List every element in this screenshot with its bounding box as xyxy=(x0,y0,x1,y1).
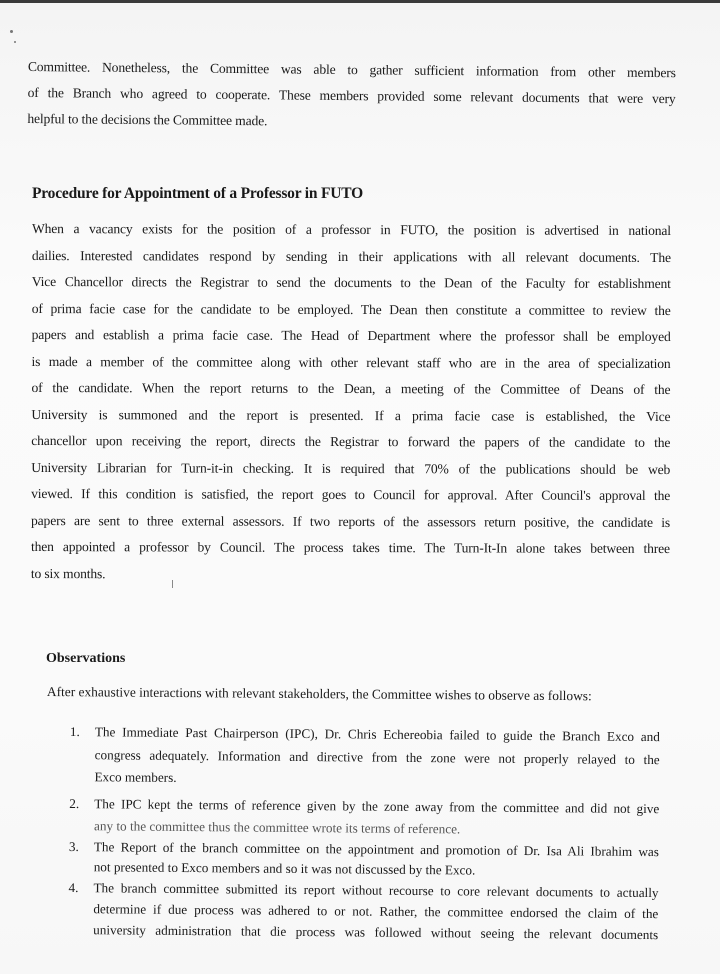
scan-speck xyxy=(10,30,13,33)
procedure-paragraph xyxy=(31,216,671,589)
observations-list xyxy=(68,721,660,945)
section-heading-procedure: Procedure for Appointment of a Professor in FUTO xyxy=(32,185,363,202)
text-line: to six months. xyxy=(30,565,106,581)
text-line: chancellor upon receiving the report, directs the Registrar to forward the papers of the candidate to the xyxy=(31,432,671,451)
observations-intro: After exhaustive interactions with relevant stakeholders, the Committee wishes to observe as follows: xyxy=(46,684,592,704)
text-line: The Immediate Past Chairperson (IPC), Dr. Chris Echereobia failed to guide the Branch Exco and xyxy=(94,724,660,745)
text-line: viewed. If this condition is satisfied, the report goes to Council for approval. After Council's approval the xyxy=(31,485,671,504)
text-line: is made a member of the committee along with other relevant staff who are in the area of specialization xyxy=(31,353,671,371)
text-line: of prima facie case for the candidate to be employed. The Dean then constitute a committee to review the xyxy=(31,300,671,318)
list-number: 3. xyxy=(68,838,79,854)
text-line: determine if due process was adhered to or not. Rather, the committee endorsed the claim of the xyxy=(93,900,659,921)
text-line: papers are sent to three external assessors. If two reports of the assessors return positive, the candidate is xyxy=(31,512,671,530)
text-line: Exco members. xyxy=(94,769,177,785)
text-line: The IPC kept the terms of reference given by the zone away from the committee and did not give xyxy=(94,795,660,816)
text-line: of the candidate. When the report returns to the Dean, a meeting of the Committee of Deans of the xyxy=(31,379,671,398)
list-item xyxy=(69,721,660,794)
section-heading-observations: Observations xyxy=(46,651,126,666)
text-line: Committee. Nonetheless, the Committee was able to gather sufficient information from other members xyxy=(27,58,676,81)
text-line: university administration that die process was followed without seeing the relevant documents xyxy=(93,921,659,942)
intro-paragraph xyxy=(27,54,676,139)
text-line: then appointed a professor by Council. The process takes time. The Turn-It-In alone takes between three xyxy=(30,538,670,557)
text-line: Vice Chancellor directs the Registrar to send the documents to the Dean of the Faculty for establishment xyxy=(31,273,671,292)
text-line: When a vacancy exists for the position of a professor in FUTO, the position is advertised in national xyxy=(31,220,671,239)
text-line: not presented to Exco members and so it was not discussed by the Exco. xyxy=(93,858,476,878)
scan-mark xyxy=(172,580,173,588)
scan-speck xyxy=(14,41,16,43)
list-number: 2. xyxy=(69,795,80,811)
text-line: congress adequately. Information and directive from the zone were not properly relayed to the xyxy=(94,746,660,767)
text-line: any to the committee thus the committee wrote its terms of reference. xyxy=(94,817,461,836)
scanned-document-page xyxy=(0,3,720,974)
list-number: 4. xyxy=(68,879,79,895)
text-line: helpful to the decisions the Committee made. xyxy=(27,111,268,129)
list-item xyxy=(68,876,659,944)
list-item xyxy=(69,792,659,841)
text-line: papers and establish a prima facie case. The Head of Department where the professor shall be employed xyxy=(31,326,671,345)
text-line: University is summoned and the report is presented. If a prima facie case is established, the Vice xyxy=(31,406,671,424)
text-line: University Librarian for Turn-it-in checking. It is required that 70% of the publications should be web xyxy=(31,459,671,477)
text-line: dailies. Interested candidates respond by sending in their applications with all relevant documents. The xyxy=(31,247,671,265)
text-line: The branch committee submitted its report without recourse to core relevant documents to actually xyxy=(93,879,659,900)
text-line: of the Branch who agreed to cooperate. These members provided some relevant documents that were very xyxy=(27,85,676,107)
text-line: The Report of the branch committee on the appointment and promotion of Dr. Isa Ali Ibrahim was xyxy=(93,838,659,859)
list-number: 1. xyxy=(69,723,80,740)
list-item xyxy=(69,836,659,881)
